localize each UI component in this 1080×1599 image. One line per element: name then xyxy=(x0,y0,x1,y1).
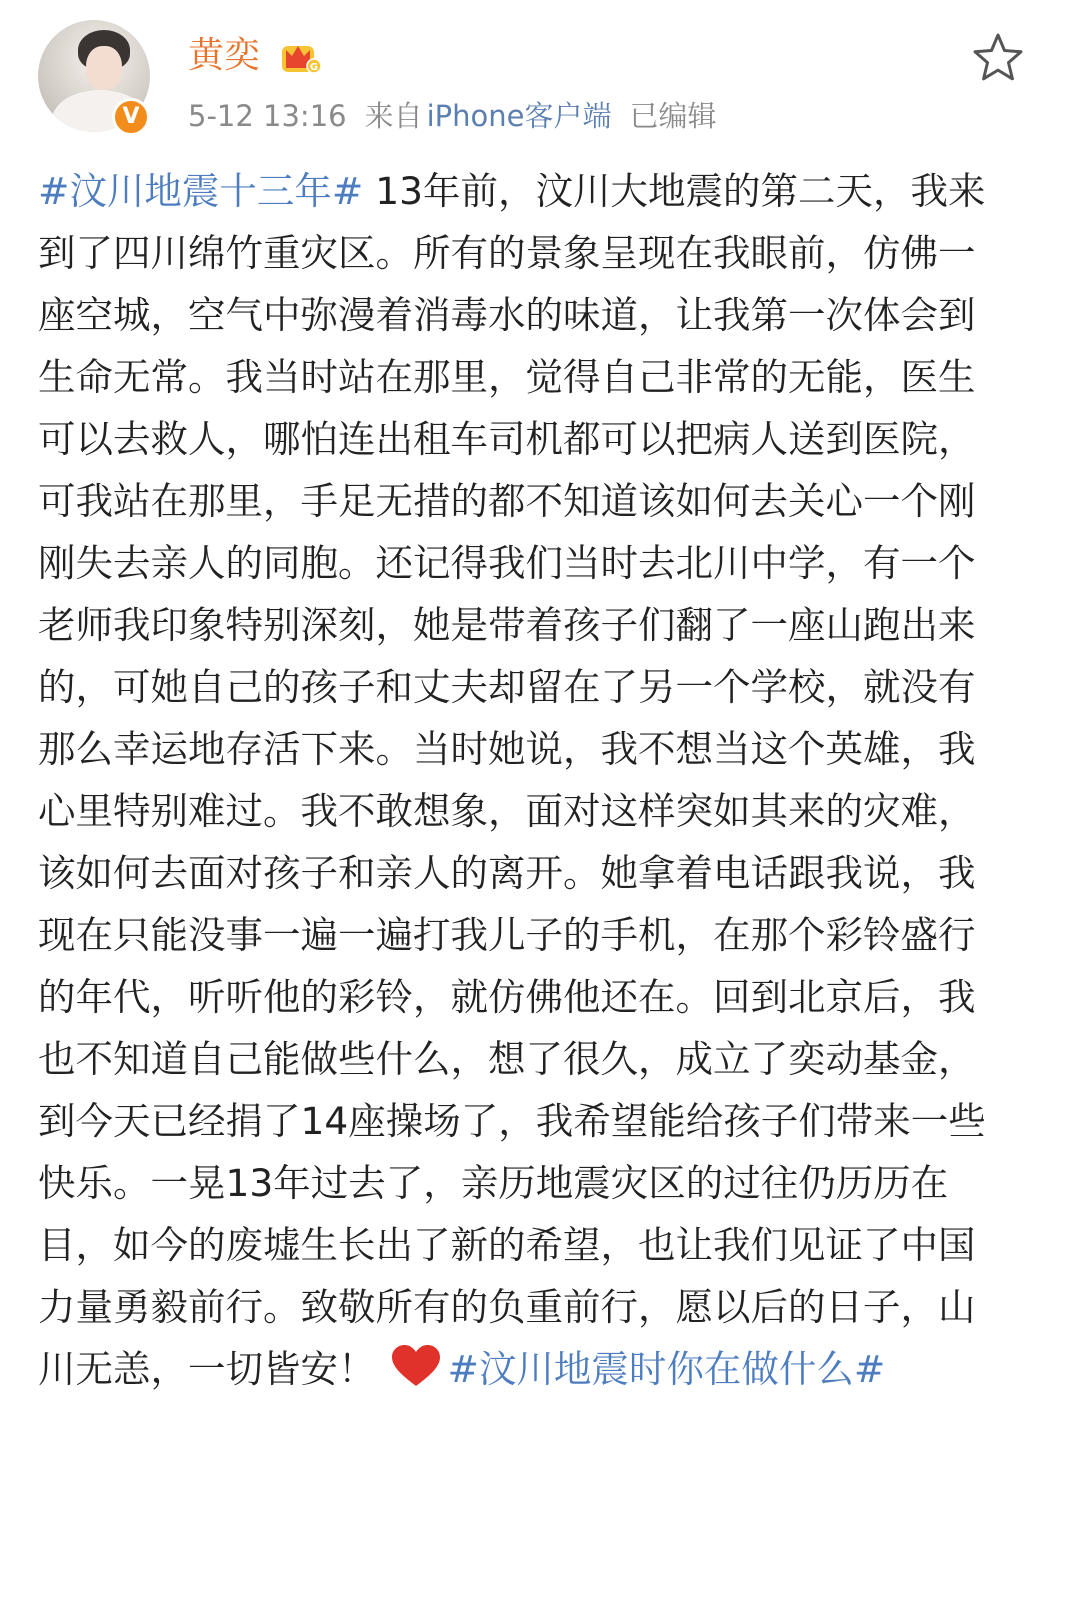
svg-text:G: G xyxy=(309,62,319,73)
post-body: 13年前，汶川大地震的第二天，我来到了四川绵竹重灾区。所有的景象呈现在我眼前，仿佛一座空城，空气中弥漫着消毒水的味道，让我第一次体会到生命无常。我当时站在那里，觉得自己非常的无能，医生可以去救人，哪怕连出租车司机都可以把病人送到医院，可我站在那里，手足无措的都不知道该如何去关心一个刚刚失去亲人的同胞。还记得我们当时去北川中学，有一个老师我印象特别深刻，她是带着孩子们翻了一座山跑出来的，可她自己的孩子和丈夫却留在了另一个学校，就没有那么幸运地存活下来。当时她说，我不想当这个英雄，我心里特别难过。我不敢想象，面对这样突如其来的灾难，该如何去面对孩子和亲人的离开。她拿着电话跟我说，我现在只能没事一遍一遍打我儿子的手机，在那个彩铃盛行的年代，听听他的彩铃，就仿佛他还在。回到北京后，我也不知道自己能做些什么，想了很久，成立了奕动基金，到今天已经捐了14座操场了，我希望能给孩子们带来一些快乐。一晃13年过去了，亲历地震灾区的过往仍历历在目，如今的废墟生长出了新的希望，也让我们见证了中国力量勇毅前行。致敬所有的负重前行，愿以后的日子，山川无恙，一切皆安！ xyxy=(38,169,986,1391)
verified-badge-icon: V xyxy=(112,98,150,136)
hashtag-link-2[interactable]: #汶川地震时你在做什么# xyxy=(447,1347,886,1391)
heart-icon xyxy=(390,1344,442,1388)
post-time: 5-12 13:16 xyxy=(188,99,347,133)
post-content xyxy=(38,160,1008,1400)
star-icon[interactable] xyxy=(970,30,1026,86)
hashtag-link[interactable]: #汶川地震十三年# xyxy=(38,169,364,213)
post-source-prefix: 来自 xyxy=(364,99,423,133)
edited-label[interactable]: 已编辑 xyxy=(629,99,717,133)
post-source[interactable]: iPhone客户端 xyxy=(426,99,612,133)
crown-icon[interactable] xyxy=(278,36,322,76)
post-header xyxy=(0,0,1080,150)
username[interactable]: 黄奕 xyxy=(188,35,261,76)
post-meta xyxy=(188,96,735,136)
